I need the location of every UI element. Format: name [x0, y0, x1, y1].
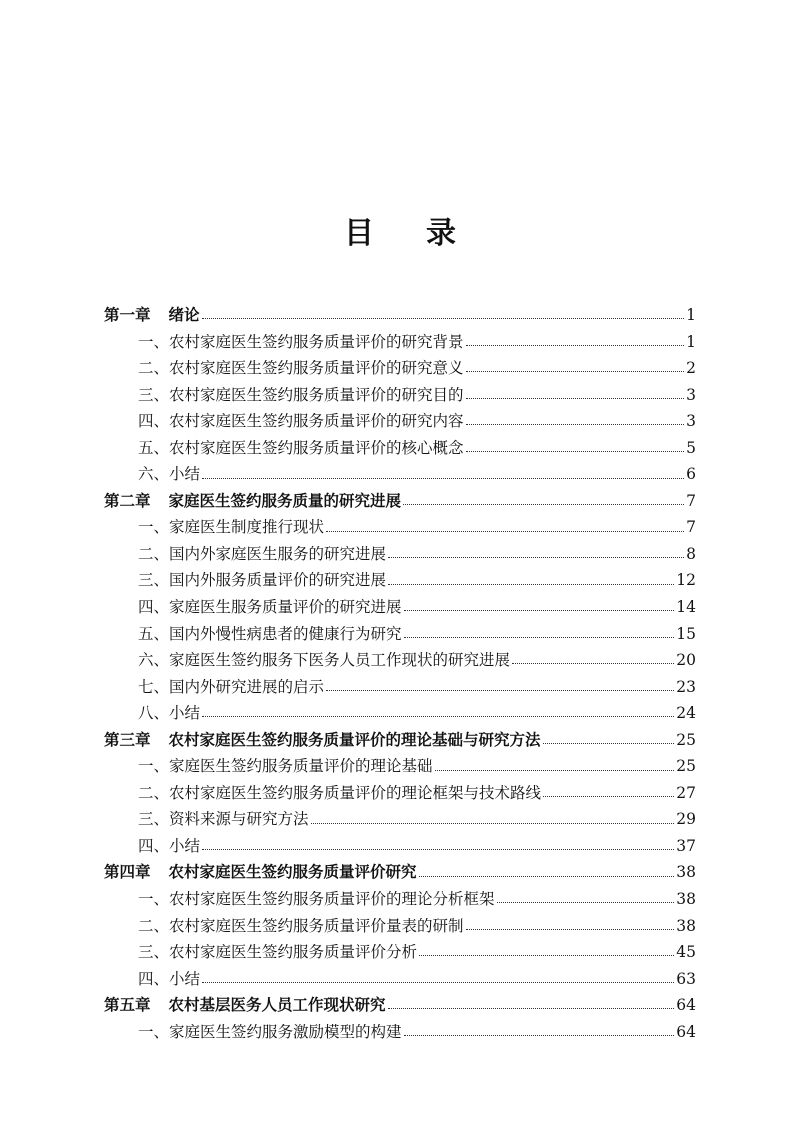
- toc-section-entry: [104, 408, 696, 435]
- page-number: 27: [676, 783, 696, 802]
- toc-entry-title: 家庭医生签约服务质量的研究进展: [168, 490, 402, 510]
- toc-entry-title: 一、家庭医生签约服务激励模型的构建: [138, 1022, 402, 1041]
- page-number: 3: [686, 385, 696, 404]
- toc-section-entry: [104, 1019, 696, 1046]
- page-number: 3: [686, 412, 696, 431]
- page-number: 25: [676, 730, 696, 749]
- toc-entry-title: 三、农村家庭医生签约服务质量评价分析: [138, 943, 418, 962]
- dot-leader: [435, 769, 675, 771]
- dot-leader: [388, 1007, 675, 1009]
- toc-entry-title: 八、小结: [138, 704, 201, 723]
- toc-chapter-entry: [104, 727, 696, 754]
- chapter-number: 第四章: [104, 862, 151, 882]
- dot-leader: [497, 901, 675, 903]
- toc-section-entry: [104, 594, 696, 621]
- dot-leader: [404, 636, 675, 638]
- toc-section-entry: [104, 329, 696, 356]
- title-char-1: 目: [344, 216, 374, 251]
- toc-entry-title: 农村基层医务人员工作现状研究: [168, 995, 386, 1015]
- toc-section-entry: [104, 514, 696, 541]
- toc-section-entry: [104, 939, 696, 966]
- dot-leader: [543, 795, 674, 797]
- toc-section-entry: [104, 435, 696, 462]
- dot-leader: [202, 715, 674, 717]
- dot-leader: [388, 556, 684, 558]
- toc-entry-title: 一、农村家庭医生签约服务质量评价的研究背景: [138, 332, 464, 351]
- toc-chapter-entry: [104, 302, 696, 329]
- dot-leader: [466, 397, 685, 399]
- dot-leader: [512, 662, 674, 664]
- page-number: 64: [676, 1022, 696, 1041]
- toc-section-entry: [104, 674, 696, 701]
- dot-leader: [326, 530, 684, 532]
- toc-entry-title: 五、农村家庭医生签约服务质量评价的核心概念: [138, 438, 464, 457]
- page-number: 1: [686, 306, 696, 324]
- toc-entry-title: 五、国内外慢性病患者的健康行为研究: [138, 624, 402, 643]
- toc-entry-title: 六、家庭医生签约服务下医务人员工作现状的研究进展: [138, 651, 511, 670]
- page-number: 24: [676, 704, 696, 723]
- page-number: 2: [686, 359, 696, 378]
- page-number: 38: [676, 890, 696, 909]
- toc-entry-title: 一、家庭医生签约服务质量评价的理论基础: [138, 757, 433, 776]
- toc-entry-title: 六、小结: [138, 465, 201, 484]
- page-title: [0, 208, 800, 252]
- toc-entry-title: 三、国内外服务质量评价的研究进展: [138, 571, 387, 590]
- toc-entry-title: 三、资料来源与研究方法: [138, 810, 309, 829]
- dot-leader: [466, 450, 685, 452]
- toc-entry-title: 二、国内外家庭医生服务的研究进展: [138, 544, 387, 563]
- page-number: 64: [676, 996, 696, 1015]
- toc-section-entry: [104, 780, 696, 807]
- page-number: 37: [676, 836, 696, 855]
- toc-entry-title: 农村家庭医生签约服务质量评价研究: [168, 862, 417, 882]
- dot-leader: [466, 370, 685, 372]
- page-number: 63: [676, 969, 696, 988]
- page-number: 5: [686, 438, 696, 457]
- dot-leader: [388, 583, 674, 585]
- toc-section-entry: [104, 966, 696, 993]
- page-number: 23: [676, 677, 696, 696]
- page-number: 15: [676, 624, 696, 643]
- toc-section-entry: [104, 913, 696, 940]
- dot-leader: [466, 928, 675, 930]
- toc-entry-title: 四、家庭医生服务质量评价的研究进展: [138, 598, 402, 617]
- table-of-contents: [104, 302, 696, 1045]
- toc-entry-title: 绪论: [168, 305, 200, 324]
- dot-leader: [202, 317, 685, 319]
- toc-section-entry: [104, 700, 696, 727]
- dot-leader: [404, 1034, 675, 1036]
- chapter-number: 第五章: [104, 995, 151, 1015]
- toc-section-entry: [104, 567, 696, 594]
- page-number: 29: [676, 810, 696, 829]
- page-number: 14: [676, 598, 696, 617]
- toc-entry-title: 四、小结: [138, 969, 201, 988]
- dot-leader: [466, 344, 685, 346]
- toc-section-entry: [104, 621, 696, 648]
- page-number: 7: [686, 518, 696, 537]
- toc-entry-title: 二、农村家庭医生签约服务质量评价的研究意义: [138, 359, 464, 378]
- page-number: 6: [686, 465, 696, 484]
- toc-section-entry: [104, 461, 696, 488]
- page-number: 38: [676, 916, 696, 935]
- chapter-number: 第一章: [104, 305, 151, 324]
- toc-entry-title: 三、农村家庭医生签约服务质量评价的研究目的: [138, 385, 464, 404]
- page-number: 8: [686, 544, 696, 563]
- toc-entry-title: 四、农村家庭医生签约服务质量评价的研究内容: [138, 412, 464, 431]
- page-number: 45: [676, 943, 696, 962]
- toc-entry-title: 七、国内外研究进展的启示: [138, 677, 325, 696]
- page-number: 7: [686, 491, 696, 510]
- toc-entry-title: 四、小结: [138, 836, 201, 855]
- chapter-number: 第二章: [104, 490, 151, 510]
- title-char-2: 录: [426, 216, 456, 251]
- toc-chapter-entry: [104, 859, 696, 886]
- dot-leader: [202, 848, 674, 850]
- page-number: 12: [676, 571, 696, 590]
- dot-leader: [404, 609, 675, 611]
- dot-leader: [202, 981, 674, 983]
- toc-entry-title: 一、家庭医生制度推行现状: [138, 518, 325, 537]
- dot-leader: [543, 742, 675, 744]
- page-number: 25: [676, 757, 696, 776]
- toc-chapter-entry: [104, 992, 696, 1019]
- dot-leader: [403, 503, 684, 505]
- dot-leader: [419, 875, 675, 877]
- dot-leader: [311, 822, 675, 824]
- toc-section-entry: [104, 382, 696, 409]
- page-number: 38: [676, 863, 696, 882]
- toc-entry-title: 一、农村家庭医生签约服务质量评价的理论分析框架: [138, 890, 495, 909]
- dot-leader: [202, 477, 684, 479]
- toc-section-entry: [104, 806, 696, 833]
- toc-section-entry: [104, 886, 696, 913]
- page-number: 1: [686, 332, 696, 351]
- toc-section-entry: [104, 541, 696, 568]
- toc-entry-title: 农村家庭医生签约服务质量评价的理论基础与研究方法: [168, 729, 541, 749]
- dot-leader: [466, 423, 685, 425]
- toc-entry-title: 二、农村家庭医生签约服务质量评价的理论框架与技术路线: [138, 783, 542, 802]
- toc-entry-title: 二、农村家庭医生签约服务质量评价量表的研制: [138, 916, 464, 935]
- toc-section-entry: [104, 833, 696, 860]
- page-number: 20: [676, 651, 696, 670]
- dot-leader: [326, 689, 674, 691]
- toc-section-entry: [104, 355, 696, 382]
- toc-section-entry: [104, 753, 696, 780]
- toc-chapter-entry: [104, 488, 696, 515]
- toc-section-entry: [104, 647, 696, 674]
- dot-leader: [419, 954, 674, 956]
- chapter-number: 第三章: [104, 729, 151, 749]
